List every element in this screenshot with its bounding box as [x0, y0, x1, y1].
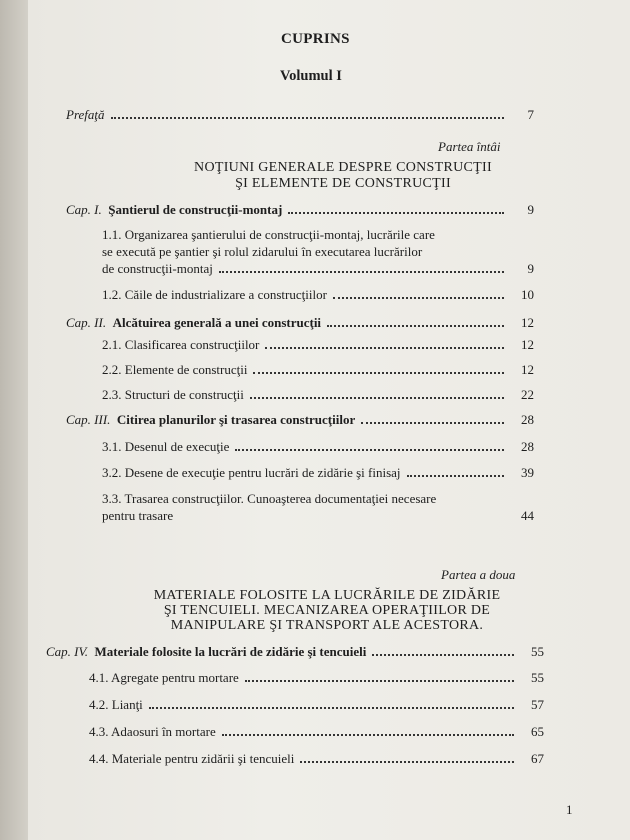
section-title-line: de construcţii-montaj	[102, 261, 213, 276]
toc-label: Prefaţă	[66, 107, 105, 122]
toc-page-number: 57	[531, 697, 544, 712]
toc-page-number: 28	[521, 412, 534, 427]
toc-page-number: 12	[521, 337, 534, 352]
toc-row-chapter[interactable]	[66, 412, 534, 428]
chapter-number: Cap. II.	[66, 315, 107, 330]
toc-row-section[interactable]	[102, 490, 534, 524]
section-title: 3.1. Desenul de execuţie	[102, 439, 230, 454]
toc-row-preface[interactable]	[66, 107, 534, 123]
dot-leader	[219, 271, 504, 273]
toc-row-section[interactable]	[89, 697, 544, 713]
toc-page-number: 10	[521, 287, 534, 302]
dot-leader	[372, 654, 514, 656]
chapter-title: Citirea planurilor şi trasarea construcţiilor	[116, 412, 356, 427]
dot-leader	[222, 734, 514, 736]
chapter-number: Cap. III.	[66, 412, 111, 427]
toc-row-section[interactable]	[89, 670, 544, 686]
toc-page-number: 44	[521, 508, 534, 523]
volume-heading: Volumul I	[280, 68, 342, 84]
toc-row-section[interactable]	[102, 226, 534, 277]
toc-page-number: 12	[521, 362, 534, 377]
section-title: 1.2. Căile de industrializare a construcţiilor	[102, 287, 327, 302]
part-heading-line: ŞI TENCUIELI. MECANIZAREA OPERAŢIILOR DE	[163, 603, 491, 618]
toc-row-section[interactable]	[102, 287, 534, 303]
toc-page-number: 22	[521, 387, 534, 402]
toc-page-number: 65	[531, 724, 544, 739]
dot-leader	[149, 707, 514, 709]
dot-leader	[235, 449, 504, 451]
page-number: 1	[566, 802, 573, 817]
toc-row-section[interactable]	[102, 362, 534, 378]
toc-page-number: 7	[527, 107, 534, 122]
section-title: 4.2. Lianţi	[89, 697, 143, 712]
dot-leader	[245, 680, 514, 682]
toc-page-number: 12	[521, 315, 534, 330]
dot-leader	[361, 422, 504, 424]
part-heading	[158, 160, 528, 192]
toc-page-number: 67	[531, 751, 544, 766]
dot-leader	[250, 397, 504, 399]
dot-leader	[288, 212, 504, 214]
toc-row-chapter[interactable]	[66, 202, 534, 218]
section-title: 2.3. Structuri de construcţii	[102, 387, 244, 402]
dot-leader	[327, 325, 504, 327]
toc-page-number: 9	[527, 261, 534, 276]
section-title-line: pentru trasare	[102, 508, 174, 523]
section-title-line: se execută pe şantier şi rolul zidarului în executarea lucrărilor	[102, 244, 423, 259]
part-label: Partea întâi	[438, 139, 501, 154]
page-title: CUPRINS	[281, 31, 350, 47]
adjacent-page-edge	[0, 0, 28, 840]
toc-page-number: 9	[527, 202, 534, 217]
part-heading-line: MANIPULARE ŞI TRANSPORT ALE ACESTORA.	[170, 618, 484, 633]
toc-row-section[interactable]	[102, 465, 534, 481]
section-title: 4.4. Materiale pentru zidării şi tencuieli	[89, 751, 295, 766]
section-title: 2.2. Elemente de construcţii	[102, 362, 248, 377]
section-title-line: 1.1. Organizarea şantierului de construcţii-montaj, lucrările care	[102, 227, 435, 242]
dot-leader	[300, 761, 514, 763]
section-title: 3.2. Desene de execuţie pentru lucrări de zidărie şi finisaj	[102, 465, 401, 480]
part-heading-line: MATERIALE FOLOSITE LA LUCRĂRILE DE ZIDĂRIE	[153, 588, 501, 603]
toc-page-number: 55	[531, 644, 544, 659]
toc-row-section[interactable]	[102, 439, 534, 455]
toc-page-number: 39	[521, 465, 534, 480]
section-title: 4.3. Adaosuri în mortare	[89, 724, 216, 739]
chapter-title: Alcătuirea generală a unei construcţii	[112, 315, 322, 330]
dot-leader	[111, 117, 504, 119]
section-title: 2.1. Clasificarea construcţiilor	[102, 337, 260, 352]
toc-row-chapter[interactable]	[46, 644, 544, 660]
dot-leader	[407, 475, 504, 477]
dot-leader	[265, 347, 504, 349]
chapter-number: Cap. I.	[66, 202, 102, 217]
part-heading-line: ŞI ELEMENTE DE CONSTRUCŢII	[235, 176, 451, 191]
section-title-line: 3.3. Trasarea construcţiilor. Cunoaşterea documentaţiei necesare	[102, 491, 437, 506]
chapter-title: Şantierul de construcţii-montaj	[108, 202, 283, 217]
toc-row-section[interactable]	[89, 724, 544, 740]
part-heading-line: NOŢIUNI GENERALE DESPRE CONSTRUCŢII	[194, 160, 492, 175]
toc-row-chapter[interactable]	[66, 315, 534, 331]
toc-row-section[interactable]	[102, 337, 534, 353]
part-label: Partea a doua	[441, 567, 516, 582]
toc-page-number: 28	[521, 439, 534, 454]
chapter-number: Cap. IV.	[46, 644, 89, 659]
toc-page-number: 55	[531, 670, 544, 685]
section-title: 4.1. Agregate pentru mortare	[89, 670, 239, 685]
dot-leader	[253, 372, 504, 374]
chapter-title: Materiale folosite la lucrări de zidărie şi tencuieli	[94, 644, 367, 659]
dot-leader	[333, 297, 504, 299]
toc-row-section[interactable]	[89, 751, 544, 767]
toc-row-section[interactable]	[102, 387, 534, 403]
part-heading	[118, 588, 536, 633]
